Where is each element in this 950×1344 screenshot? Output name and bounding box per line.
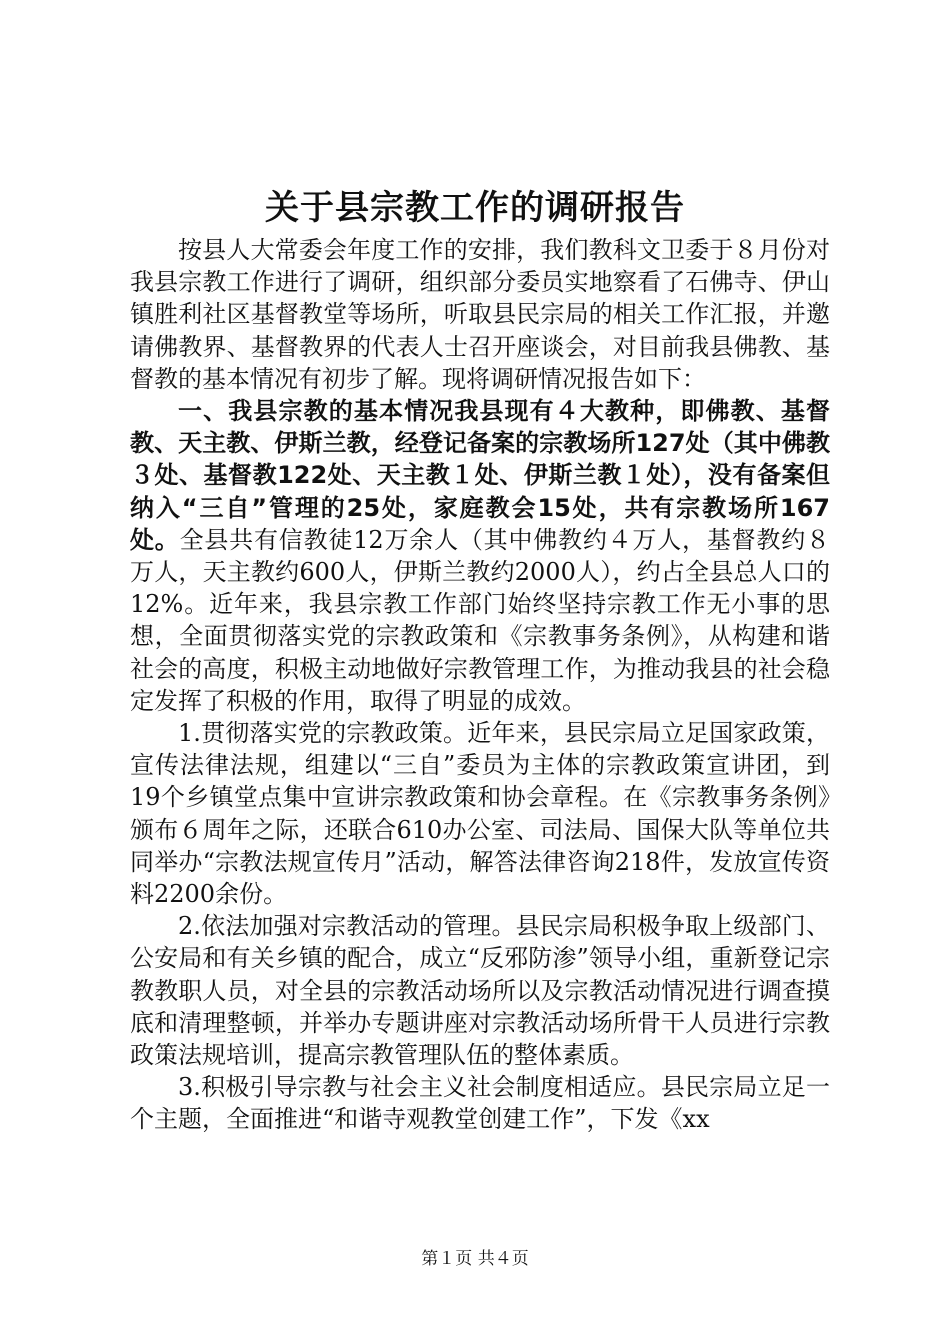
- item-2-text: 2.依法加强对宗教活动的管理。县民宗局积极争取上级部门、公安局和有关乡镇的配合，成立“反邪防渗”领导小组，重新登记宗教教职人员，对全县的宗教活动场所以及宗教活动情况进行调查摸底和清理整顿，并举办专题讲座对宗教活动场所骨干人员进行宗教政策法规培训，提高宗教管理队伍的整体素质。: [130, 912, 830, 1070]
- document-body: [130, 234, 830, 1136]
- paragraph-intro: [130, 234, 830, 395]
- paragraph-item-3: [130, 1071, 830, 1135]
- paragraph-item-1: [130, 717, 830, 910]
- item-1-text: 1.贯彻落实党的宗教政策。近年来，县民宗局立足国家政策，宣传法律法规，组建以“三自”委员为主体的宗教政策宣讲团，到19个乡镇堂点集中宣讲宗教政策和协会章程。在《宗教事务条例》颁布６周年之际，还联合610办公室、司法局、国保大队等单位共同举办“宗教法规宣传月”活动，解答法律咨询218件，发放宣传资料2200余份。: [130, 719, 830, 909]
- page-title: 关于县宗教工作的调研报告: [265, 188, 685, 228]
- section-one-text: 全县共有信教徒12万余人（其中佛教约４万人，基督教约８万人，天主教约600人，伊斯兰教约2000人），约占全县总人口的12%。近年来，我县宗教工作部门始终坚持宗教工作无小事的思想，全面贯彻落实党的宗教政策和《宗教事务条例》，从构建和谐社会的高度，积极主动地做好宗教管理工作，为推动我县的社会稳定发挥了积极的作用，取得了明显的成效。: [130, 525, 830, 715]
- paragraph-section-one: [130, 395, 830, 717]
- paragraph-item-2: [130, 910, 830, 1071]
- section-one-heading: 一、我县宗教的基本情况我县现有４大教种，即佛教、基督教、天主教、伊斯兰教，经登记备案的宗教场所127处（其中佛教３处、基督教122处、天主教１处、伊斯兰教１处），没有备案但纳入“三自”管理的25处，家庭教会15处，共有宗教场所167处。: [130, 397, 830, 554]
- page-footer: 第１页 共４页: [421, 1249, 529, 1269]
- paragraph-intro-text: 按县人大常委会年度工作的安排，我们教科文卫委于８月份对我县宗教工作进行了调研，组织部分委员实地察看了石佛寺、伊山镇胜利社区基督教堂等场所，听取县民宗局的相关工作汇报，并邀请佛教界、基督教界的代表人士召开座谈会，对目前我县佛教、基督教的基本情况有初步了解。现将调研情况报告如下：: [130, 236, 830, 393]
- item-3-text: 3.积极引导宗教与社会主义社会制度相适应。县民宗局立足一个主题，全面推进“和谐寺观教堂创建工作”，下发《xx: [130, 1073, 830, 1134]
